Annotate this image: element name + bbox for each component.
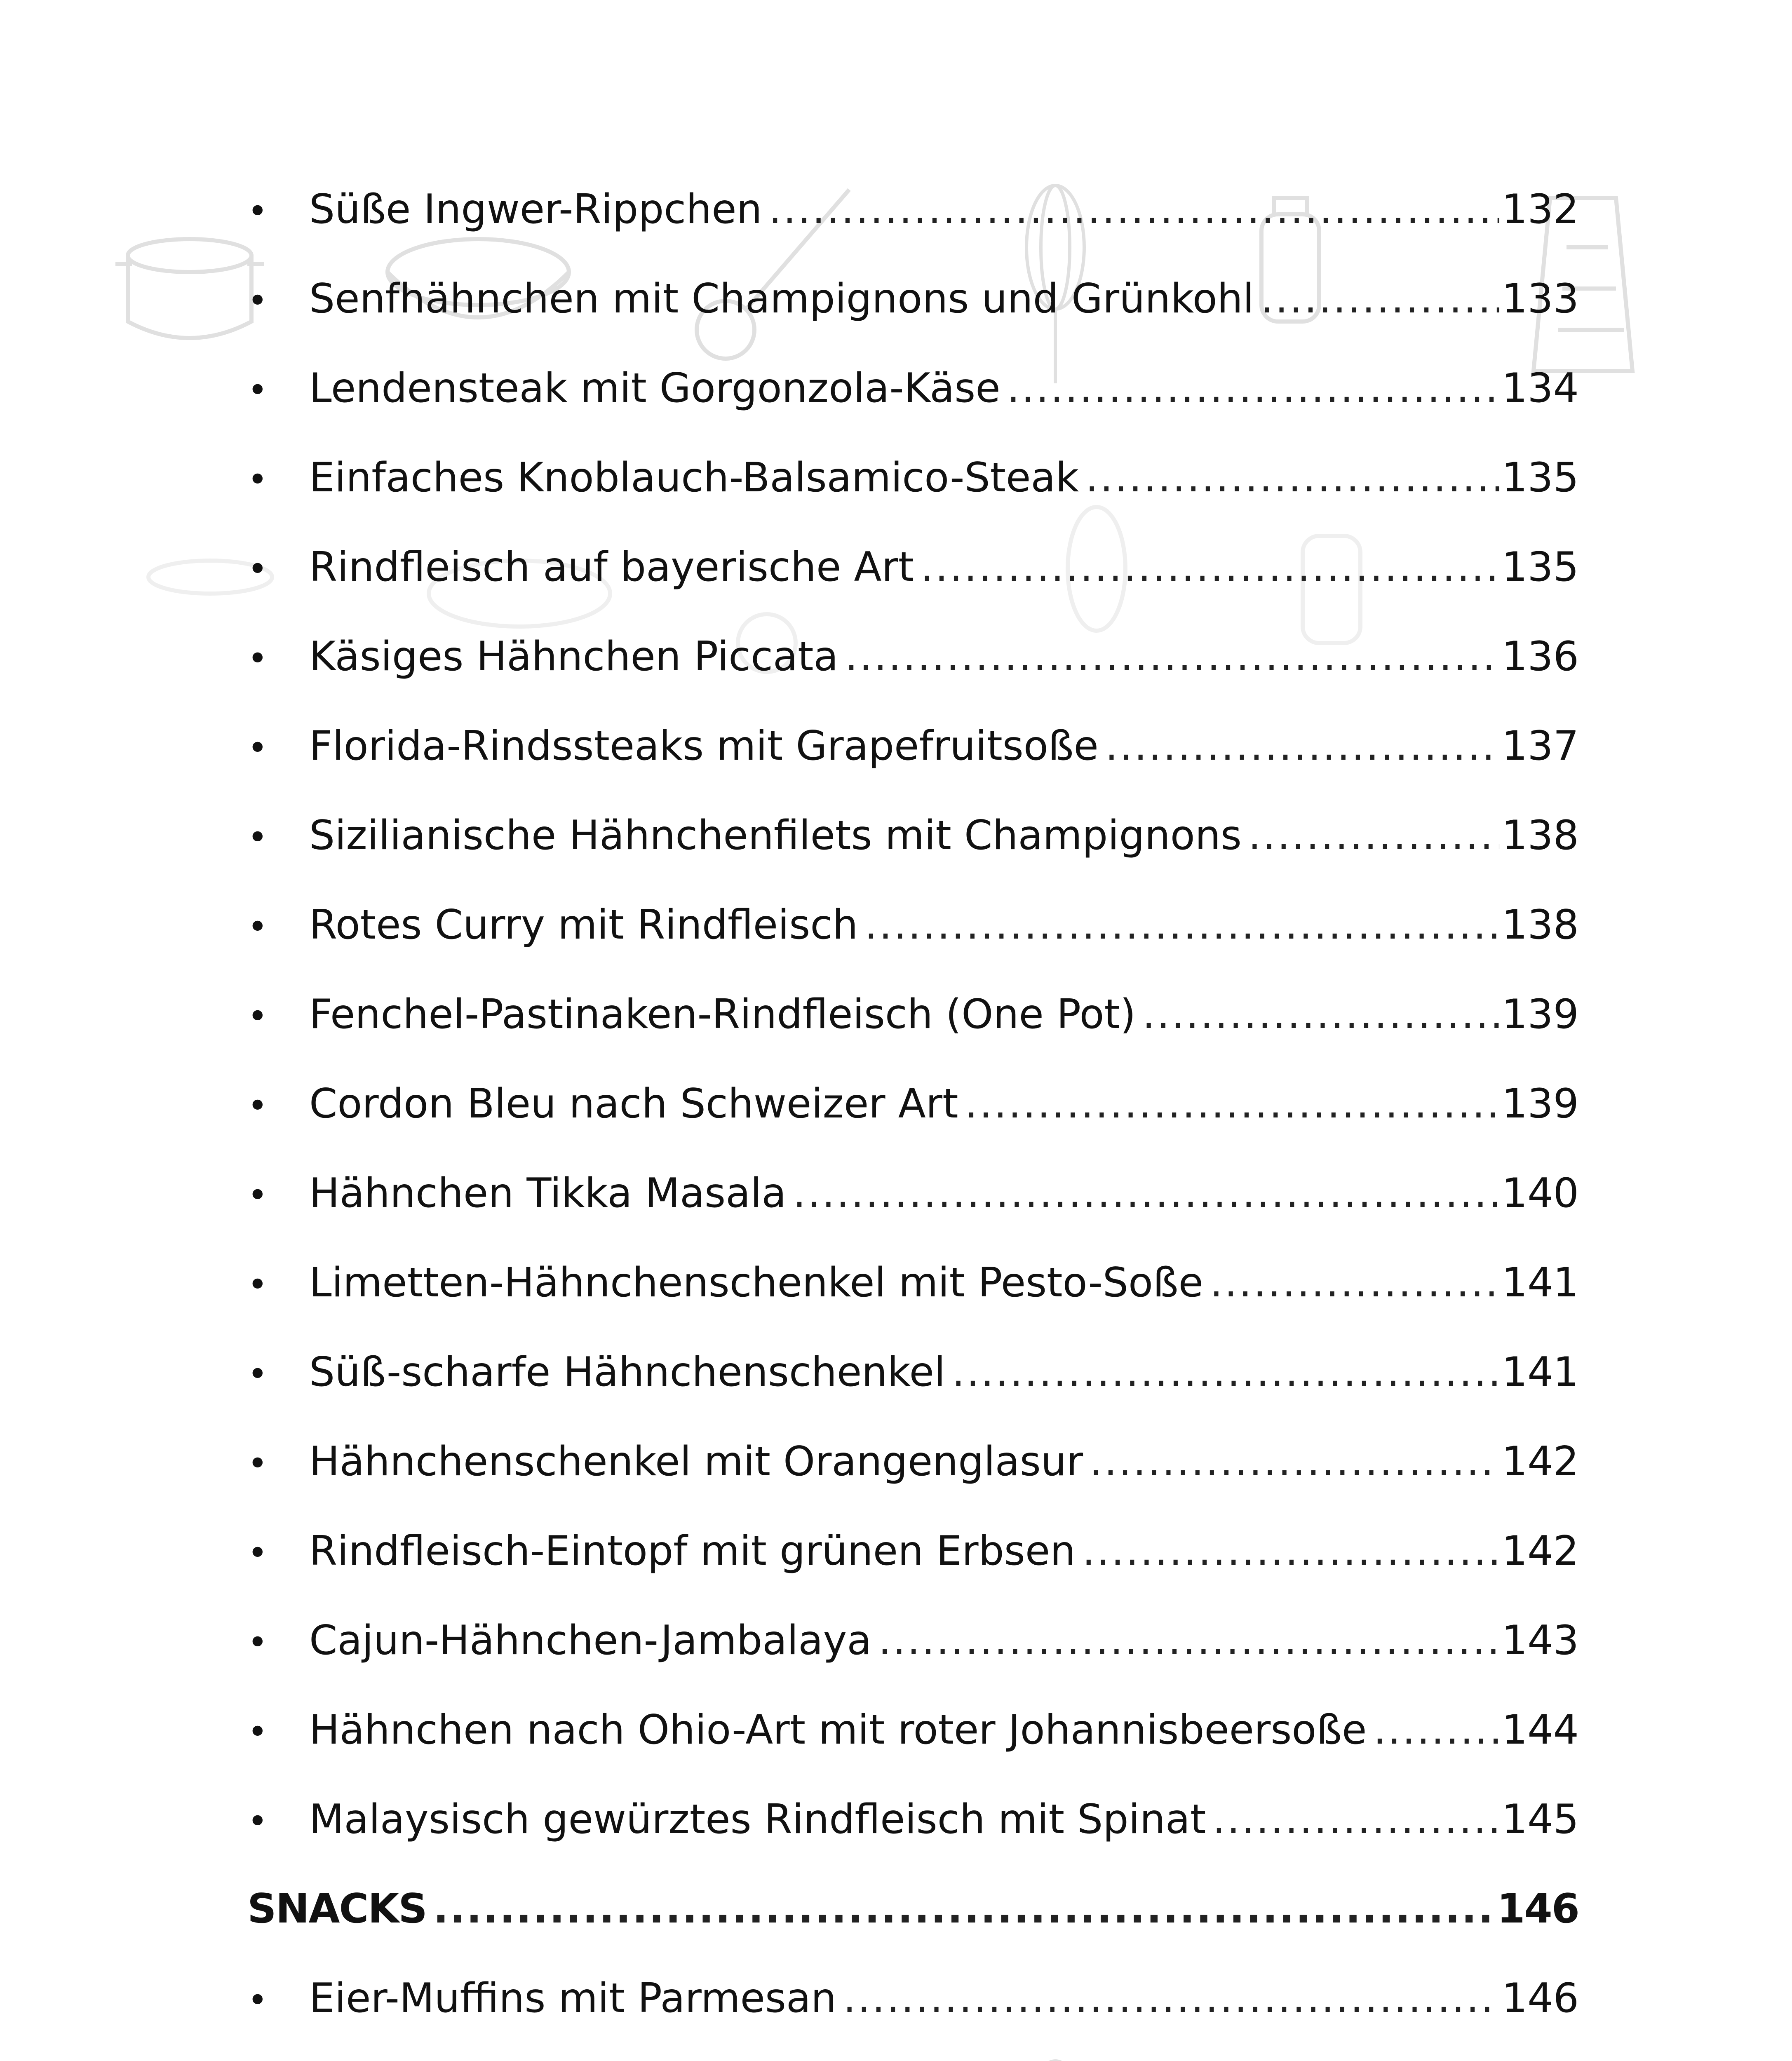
toc-entry[interactable] xyxy=(247,1954,1579,2043)
dot-leader xyxy=(1261,254,1499,344)
dot-leader xyxy=(965,1059,1499,1149)
toc-entry-title: Malaysisch gewürztes Rindfleisch mit Spinat xyxy=(309,1796,1206,1843)
toc-entry[interactable] xyxy=(247,1059,1579,1149)
toc-entry-title: Süße Ingwer-Rippchen xyxy=(309,186,762,233)
bullet: • xyxy=(247,1622,268,1662)
dot-leader xyxy=(1085,433,1499,523)
toc-entry-page: 141 xyxy=(1501,1349,1579,1396)
section-title: SNACKS xyxy=(247,1885,427,1932)
toc-entry-title: Eier-Muffins mit Parmesan xyxy=(309,1975,837,2022)
toc-entry[interactable] xyxy=(247,1685,1579,1775)
toc-entry-page: 144 xyxy=(1501,1707,1579,1753)
toc-entry[interactable] xyxy=(247,970,1579,1059)
bullet: • xyxy=(247,1264,268,1305)
toc-entry[interactable] xyxy=(247,791,1579,880)
toc-entry[interactable] xyxy=(247,1328,1579,1417)
bullet: • xyxy=(247,638,268,678)
bullet: • xyxy=(247,996,268,1036)
toc-entry[interactable] xyxy=(247,702,1579,791)
toc-entry[interactable] xyxy=(247,1775,1579,1864)
toc-entry[interactable] xyxy=(247,1238,1579,1328)
bullet: • xyxy=(247,817,268,857)
dot-leader xyxy=(845,612,1499,702)
toc-entry-title: Hähnchen nach Ohio-Art mit roter Johannisbeersoße xyxy=(309,1707,1367,1753)
toc-entry[interactable] xyxy=(247,880,1579,970)
toc-entry-page: 136 xyxy=(1501,633,1579,680)
bullet: • xyxy=(247,1980,268,2020)
bullet: • xyxy=(247,1354,268,1394)
dot-leader xyxy=(1090,1417,1499,1507)
toc-entry-title: Limetten-Hähnchenschenkel mit Pesto-Soße xyxy=(309,1259,1203,1306)
toc-entry-title: Fenchel-Pastinaken-Rindfleisch (One Pot) xyxy=(309,991,1136,1038)
bullet: • xyxy=(247,280,268,321)
toc-entry-page: 141 xyxy=(1501,1259,1579,1306)
section-page: 146 xyxy=(1497,1885,1579,1932)
dot-leader xyxy=(1105,702,1499,791)
toc-entry-title xyxy=(309,2043,1060,2061)
toc-entry-page: 138 xyxy=(1501,812,1579,859)
toc-entry-title: Sizilianische Hähnchenfilets mit Champignons xyxy=(309,812,1242,859)
dot-leader xyxy=(1007,344,1499,433)
toc-entry-title: Cajun-Hähnchen-Jambalaya xyxy=(309,1617,872,1664)
bullet: • xyxy=(247,459,268,500)
bullet xyxy=(247,2045,309,2061)
toc-entry-title: Süß-scharfe Hähnchenschenkel xyxy=(309,1349,946,1396)
toc-entry-title: Einfaches Knoblauch-Balsamico-Steak xyxy=(309,454,1079,501)
dot-leader xyxy=(921,523,1499,612)
toc-entry-title: Rotes Curry mit Rindfleisch xyxy=(309,901,858,948)
toc-entry-title: Hähnchenschenkel mit Orangenglasur xyxy=(309,1438,1083,1485)
dot-leader xyxy=(843,1954,1499,2043)
dot-leader xyxy=(1060,2043,1499,2061)
toc-entry-page: 134 xyxy=(1501,365,1579,412)
toc-entry[interactable] xyxy=(247,165,1579,254)
bullet: • xyxy=(247,906,268,947)
toc-entry-title: Rindfleisch auf bayerische Art xyxy=(309,544,914,591)
toc-entry-page xyxy=(1499,2043,1579,2061)
dot-leader xyxy=(864,880,1499,970)
bullet: • xyxy=(247,1801,268,1841)
toc-entry-title: Senfhähnchen mit Champignons und Grünkohl xyxy=(309,275,1254,322)
bullet: • xyxy=(247,1533,268,1573)
dot-leader xyxy=(1210,1238,1499,1328)
toc-entry[interactable] xyxy=(247,2043,1579,2061)
dot-leader xyxy=(1373,1685,1499,1775)
toc-entry-page: 133 xyxy=(1501,275,1579,322)
toc-entry-page: 139 xyxy=(1501,1080,1579,1127)
dot-leader xyxy=(952,1328,1499,1417)
toc-entry-page: 135 xyxy=(1501,544,1579,591)
toc-entry-page: 143 xyxy=(1501,1617,1579,1664)
toc-entry-page: 137 xyxy=(1501,723,1579,770)
toc-entry-title: Lendensteak mit Gorgonzola-Käse xyxy=(309,365,1001,412)
toc-section-heading[interactable] xyxy=(247,1864,1579,1954)
toc-entry-title: Cordon Bleu nach Schweizer Art xyxy=(309,1080,958,1127)
toc-entry-page: 146 xyxy=(1501,1975,1579,2022)
dot-leader xyxy=(1212,1775,1499,1864)
cooking-pot-icon xyxy=(115,239,264,338)
toc-entry[interactable] xyxy=(247,523,1579,612)
dot-leader xyxy=(1142,970,1499,1059)
bullet: • xyxy=(247,370,268,410)
dot-leader xyxy=(1248,791,1499,880)
toc-entry[interactable] xyxy=(247,254,1579,344)
toc-entry-page: 132 xyxy=(1501,186,1579,233)
toc-entry-title: Hähnchen Tikka Masala xyxy=(309,1170,787,1217)
bullet: • xyxy=(247,549,268,589)
toc-entry-page: 140 xyxy=(1501,1170,1579,1217)
bullet: • xyxy=(247,1711,268,1752)
toc-entry[interactable] xyxy=(247,1149,1579,1238)
toc-entry[interactable] xyxy=(247,612,1579,702)
bullet: • xyxy=(247,1175,268,1215)
toc-entry-page: 142 xyxy=(1501,1438,1579,1485)
toc-entry-title: Florida-Rindssteaks mit Grapefruitsoße xyxy=(309,723,1099,770)
dot-leader xyxy=(433,1864,1495,1954)
bullet: • xyxy=(247,1085,268,1126)
toc-entry[interactable] xyxy=(247,433,1579,523)
bullet: • xyxy=(247,728,268,768)
toc-entry-title: Käsiges Hähnchen Piccata xyxy=(309,633,838,680)
toc-entry-page: 135 xyxy=(1501,454,1579,501)
toc-entry[interactable] xyxy=(247,1417,1579,1507)
toc-entry-page: 145 xyxy=(1501,1796,1579,1843)
toc-entry-title: Rindfleisch-Eintopf mit grünen Erbsen xyxy=(309,1528,1076,1575)
toc-entry-page: 138 xyxy=(1501,901,1579,948)
toc-entry[interactable] xyxy=(247,344,1579,433)
toc-entry-page: 142 xyxy=(1501,1528,1579,1575)
dot-leader xyxy=(793,1149,1499,1238)
toc-entry-page: 139 xyxy=(1501,991,1579,1038)
dot-leader xyxy=(769,165,1499,254)
bullet: • xyxy=(247,191,268,231)
dot-leader xyxy=(878,1596,1499,1685)
toc-entry[interactable] xyxy=(247,1596,1579,1685)
toc-entry[interactable] xyxy=(247,1507,1579,1596)
bullet: • xyxy=(247,1443,268,1484)
dot-leader xyxy=(1082,1507,1499,1596)
table-of-contents xyxy=(247,165,1579,2061)
